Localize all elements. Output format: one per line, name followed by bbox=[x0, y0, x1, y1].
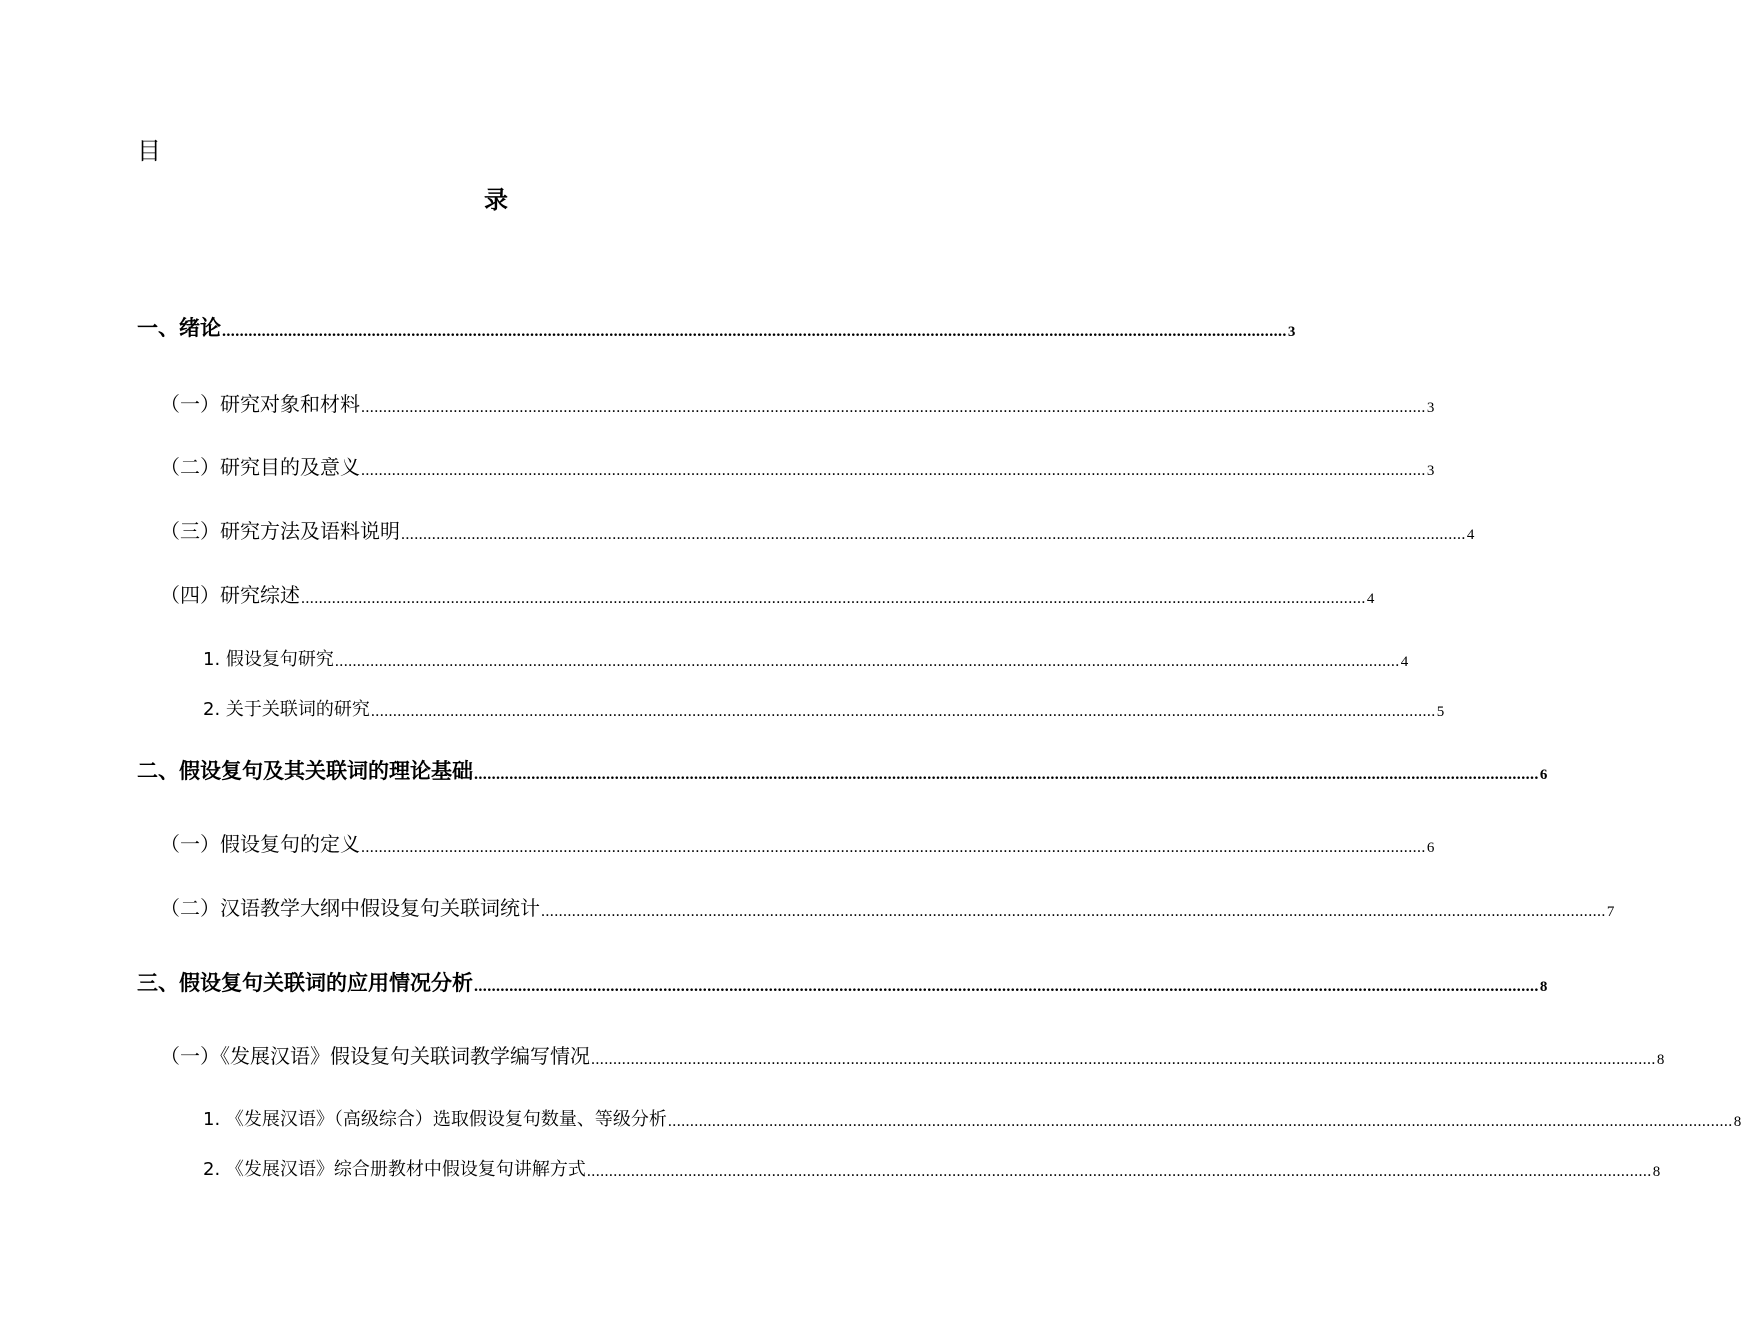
toc-entry-page: 4 bbox=[1400, 654, 1409, 670]
toc-entry-label: 三、假设复句关联词的应用情况分析 bbox=[137, 971, 473, 995]
toc-entry-label: （一）研究对象和材料 bbox=[160, 392, 360, 416]
toc-entry-section-3-1[interactable] bbox=[160, 1041, 1665, 1071]
toc-entry-page: 3 bbox=[1426, 463, 1435, 479]
toc-leader-dots: .................................................................................................................................................................................................................................................. bbox=[222, 323, 1287, 340]
toc-entry-subsection-3-1-2[interactable] bbox=[203, 1157, 1661, 1183]
toc-entry-page: 8 bbox=[1656, 1052, 1665, 1068]
toc-leader-dots: .................................................................................................................................................................................................................................................. bbox=[541, 903, 1606, 920]
toc-leader-dots: .................................................................................................................................................................................................................................................. bbox=[301, 590, 1366, 607]
toc-entry-page: 4 bbox=[1366, 591, 1375, 607]
toc-leader-dots: .................................................................................................................................................................................................................................................. bbox=[667, 1113, 1733, 1130]
toc-entry-label: （二）汉语教学大纲中假设复句关联词统计 bbox=[160, 896, 540, 920]
toc-entry-subsection-1-4-2[interactable] bbox=[203, 697, 1445, 723]
toc-title-part-2: 录 bbox=[484, 186, 508, 214]
toc-title-part-1: 目 bbox=[137, 137, 161, 165]
toc-entry-page: 8 bbox=[1733, 1114, 1741, 1130]
toc-entry-subsection-3-1-1[interactable] bbox=[203, 1107, 1741, 1133]
toc-leader-dots: .................................................................................................................................................................................................................................................. bbox=[474, 766, 1539, 783]
toc-leader-dots: .................................................................................................................................................................................................................................................. bbox=[361, 462, 1426, 479]
toc-entry-section-1-1[interactable] bbox=[160, 389, 1435, 419]
toc-entry-chapter-3[interactable] bbox=[137, 968, 1548, 998]
toc-leader-dots: .................................................................................................................................................................................................................................................. bbox=[586, 1163, 1652, 1180]
toc-entry-label: 一、绪论 bbox=[137, 316, 221, 340]
toc-entry-label: 1. 《发展汉语》（高级综合）选取假设复句数量、等级分析 bbox=[203, 1109, 667, 1130]
toc-entry-page: 7 bbox=[1606, 904, 1615, 920]
toc-entry-page: 4 bbox=[1466, 527, 1475, 543]
toc-entry-section-1-3[interactable] bbox=[160, 516, 1475, 546]
toc-entry-label: 2. 《发展汉语》综合册教材中假设复句讲解方式 bbox=[203, 1159, 586, 1180]
toc-leader-dots: .................................................................................................................................................................................................................................................. bbox=[361, 839, 1426, 856]
toc-leader-dots: .................................................................................................................................................................................................................................................. bbox=[361, 399, 1426, 416]
toc-entry-page: 6 bbox=[1426, 840, 1435, 856]
toc-entry-page: 3 bbox=[1287, 324, 1296, 340]
toc-entry-label: （三）研究方法及语料说明 bbox=[160, 519, 400, 543]
toc-entry-label: 二、假设复句及其关联词的理论基础 bbox=[137, 759, 473, 783]
toc-leader-dots: .................................................................................................................................................................................................................................................. bbox=[370, 703, 1436, 720]
toc-entry-label: （四）研究综述 bbox=[160, 583, 300, 607]
toc-leader-dots: .................................................................................................................................................................................................................................................. bbox=[474, 978, 1539, 995]
toc-leader-dots: .................................................................................................................................................................................................................................................. bbox=[591, 1051, 1656, 1068]
toc-entry-section-1-4[interactable] bbox=[160, 580, 1375, 610]
toc-leader-dots: .................................................................................................................................................................................................................................................. bbox=[334, 653, 1400, 670]
toc-entry-page: 8 bbox=[1652, 1164, 1661, 1180]
toc-entry-subsection-1-4-1[interactable] bbox=[203, 647, 1409, 673]
toc-entry-page: 5 bbox=[1436, 704, 1445, 720]
toc-entry-page: 8 bbox=[1539, 979, 1548, 995]
toc-entry-page: 3 bbox=[1426, 400, 1435, 416]
toc-entry-label: 2. 关于关联词的研究 bbox=[203, 699, 370, 720]
toc-entry-page: 6 bbox=[1539, 767, 1548, 783]
toc-entry-label: 1. 假设复句研究 bbox=[203, 649, 334, 670]
toc-entry-label: （二）研究目的及意义 bbox=[160, 455, 360, 479]
toc-leader-dots: .................................................................................................................................................................................................................................................. bbox=[401, 526, 1466, 543]
toc-entry-label: （一）《发展汉语》假设复句关联词教学编写情况 bbox=[160, 1044, 590, 1068]
toc-entry-chapter-1[interactable] bbox=[137, 313, 1296, 343]
toc-entry-label: （一）假设复句的定义 bbox=[160, 832, 360, 856]
toc-entry-section-1-2[interactable] bbox=[160, 452, 1435, 482]
toc-entry-section-2-2[interactable] bbox=[160, 893, 1615, 923]
toc-entry-section-2-1[interactable] bbox=[160, 829, 1435, 859]
toc-entry-chapter-2[interactable] bbox=[137, 756, 1548, 786]
